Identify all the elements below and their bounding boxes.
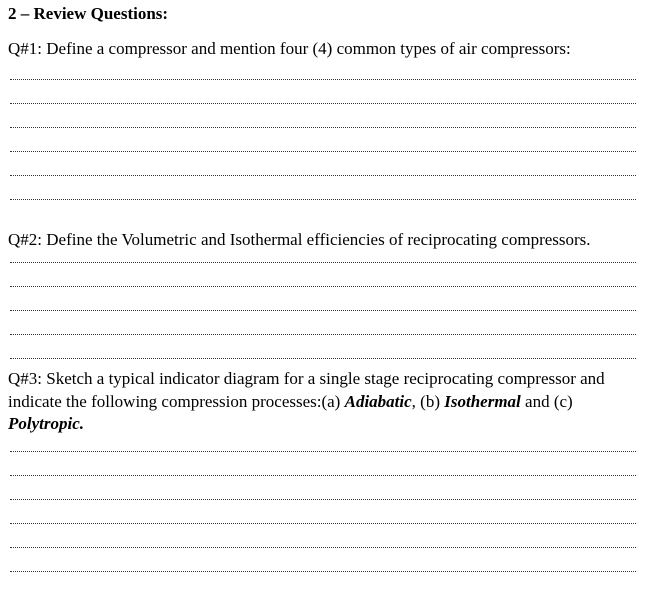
separator-bc: and (c): [520, 391, 573, 411]
question-3-text: [8, 368, 648, 436]
answer-line[interactable]: [10, 310, 636, 311]
answer-line[interactable]: [10, 199, 636, 200]
term-isothermal: Isothermal: [444, 391, 521, 411]
answer-line[interactable]: [10, 523, 636, 524]
answer-line[interactable]: [10, 499, 636, 500]
answer-line[interactable]: [10, 475, 636, 476]
answer-line[interactable]: [10, 286, 636, 287]
term-polytropic: Polytropic.: [8, 414, 85, 433]
question-1-text: Q#1: Define a compressor and mention four (4) common types of air compressors:: [8, 39, 571, 58]
term-adiabatic: Adiabatic: [344, 391, 412, 411]
answer-line[interactable]: [10, 547, 636, 548]
answer-line[interactable]: [10, 127, 636, 128]
answer-line[interactable]: [10, 103, 636, 104]
separator-ab: , (b): [411, 391, 445, 411]
section-heading: 2 – Review Questions:: [8, 4, 169, 23]
answer-line[interactable]: [10, 175, 636, 176]
answer-line[interactable]: [10, 262, 636, 263]
answer-line[interactable]: [10, 151, 636, 152]
answer-line[interactable]: [10, 334, 636, 335]
question-2-text: Q#2: Define the Volumetric and Isothermal efficiencies of reciprocating compressors.: [8, 230, 591, 249]
answer-line[interactable]: [10, 358, 636, 359]
answer-line[interactable]: [10, 79, 636, 80]
answer-line[interactable]: [10, 571, 636, 572]
question-3-intro: Q#3: Sketch a typical indicator diagram for a single stage reciprocating compressor and indicate the following compression processes:(a): [8, 369, 605, 411]
answer-line[interactable]: [10, 451, 636, 452]
